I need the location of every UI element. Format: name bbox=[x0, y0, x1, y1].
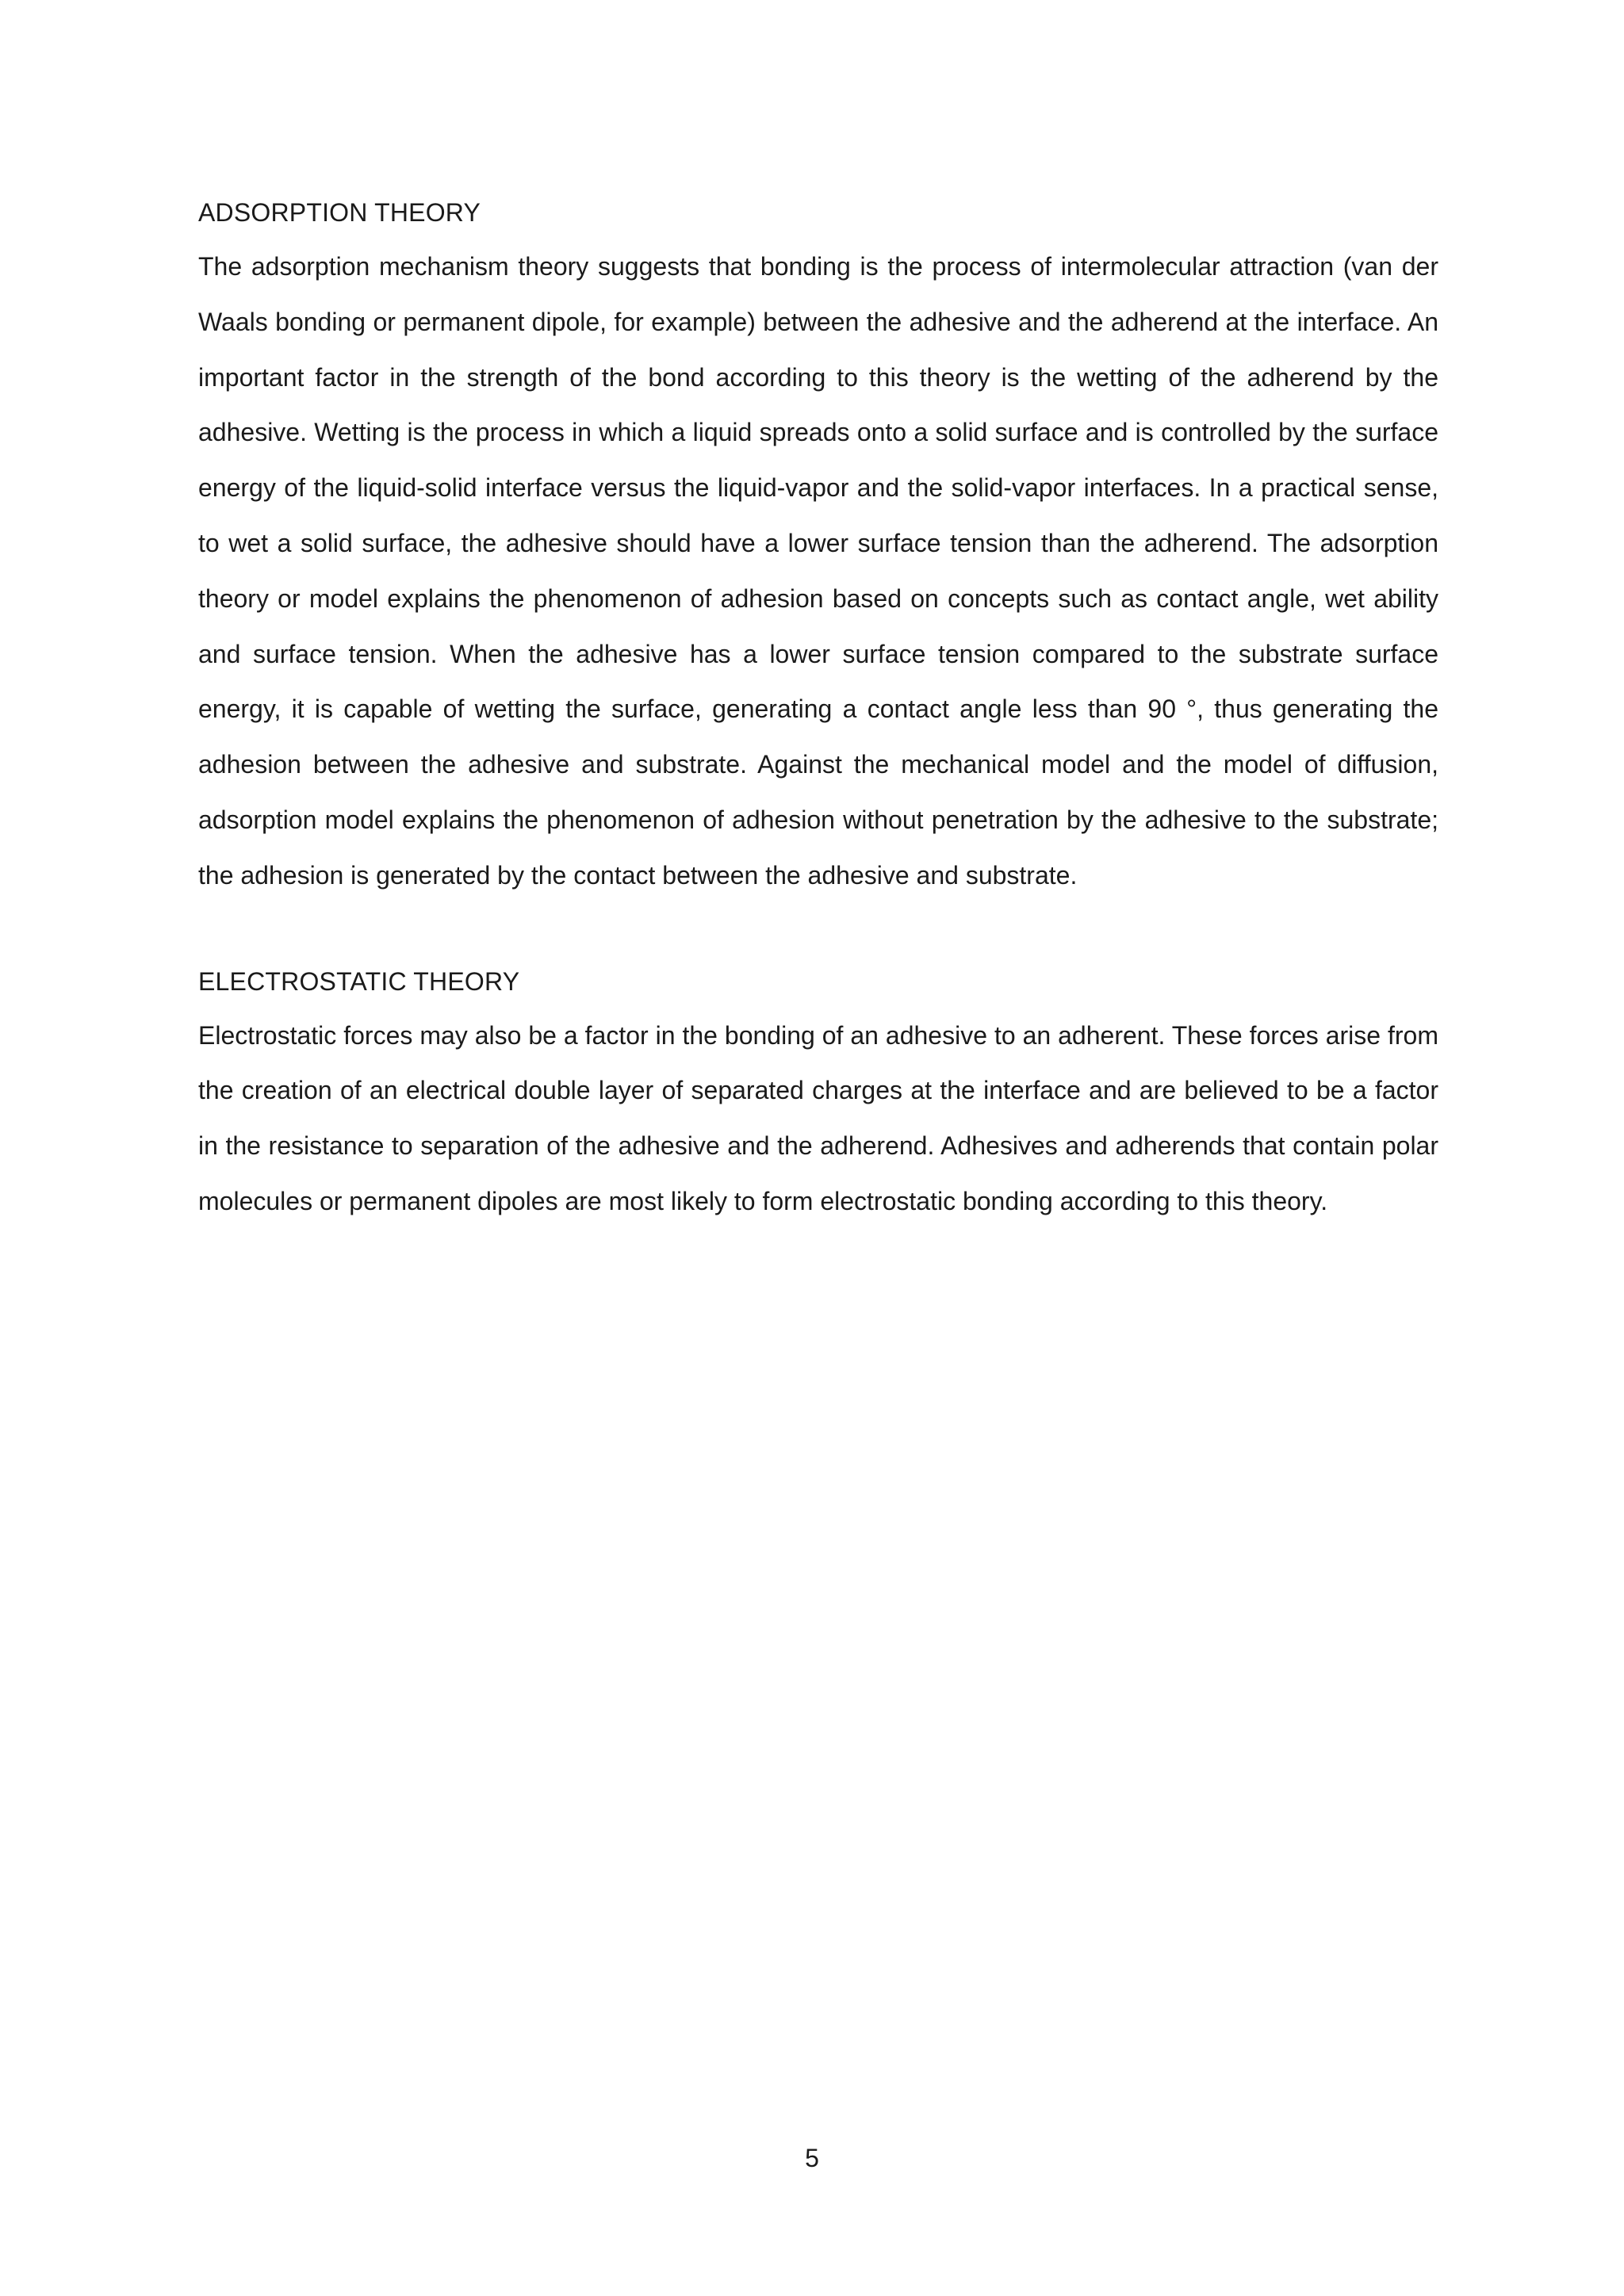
section-body-electrostatic: Electrostatic forces may also be a factor in the bonding of an adhesive to an adherent. These forces arise from the creation of an electrical double layer of separated charges at the interface and are believed to be a factor in the resistance to separation of the adhesive and the adherend. Adhesives and adherends that contain polar molecules or permanent dipoles are most likely to form electrostatic bonding according to this theory. bbox=[198, 1020, 1438, 1215]
section-body-adsorption: The adsorption mechanism theory suggests that bonding is the process of intermolecular attraction (van der Waals bonding or permanent dipole, for example) between the adhesive and the adherend at the interface. An important factor in the strength of the bond according to this theory is the wetting of the adherend by the adhesive. Wetting is the process in which a liquid spreads onto a solid surface and is controlled by the surface energy of the liquid-solid interface versus the liquid-vapor and the solid-vapor interfaces. In a practical sense, to wet a solid surface, the adhesive should have a lower surface tension than the adherend. The adsorption theory or model explains the phenomenon of adhesion based on concepts such as contact angle, wet ability and surface tension. When the adhesive has a lower surface tension compared to the substrate surface energy, it is capable of wetting the surface, generating a contact angle less than 90 °, thus generating the adhesion between the adhesive and substrate. Against the mechanical model and the model of diffusion, adsorption model explains the phenomenon of adhesion without penetration by the adhesive to the substrate; the adhesion is generated by the contact between the adhesive and substrate. bbox=[198, 252, 1438, 890]
section-spacer bbox=[198, 904, 1438, 959]
section-heading-adsorption: ADSORPTION THEORY bbox=[198, 198, 481, 227]
page-content bbox=[198, 190, 1438, 1230]
page-number: 5 bbox=[805, 2144, 819, 2172]
section-heading-electrostatic: ELECTROSTATIC THEORY bbox=[198, 966, 520, 996]
